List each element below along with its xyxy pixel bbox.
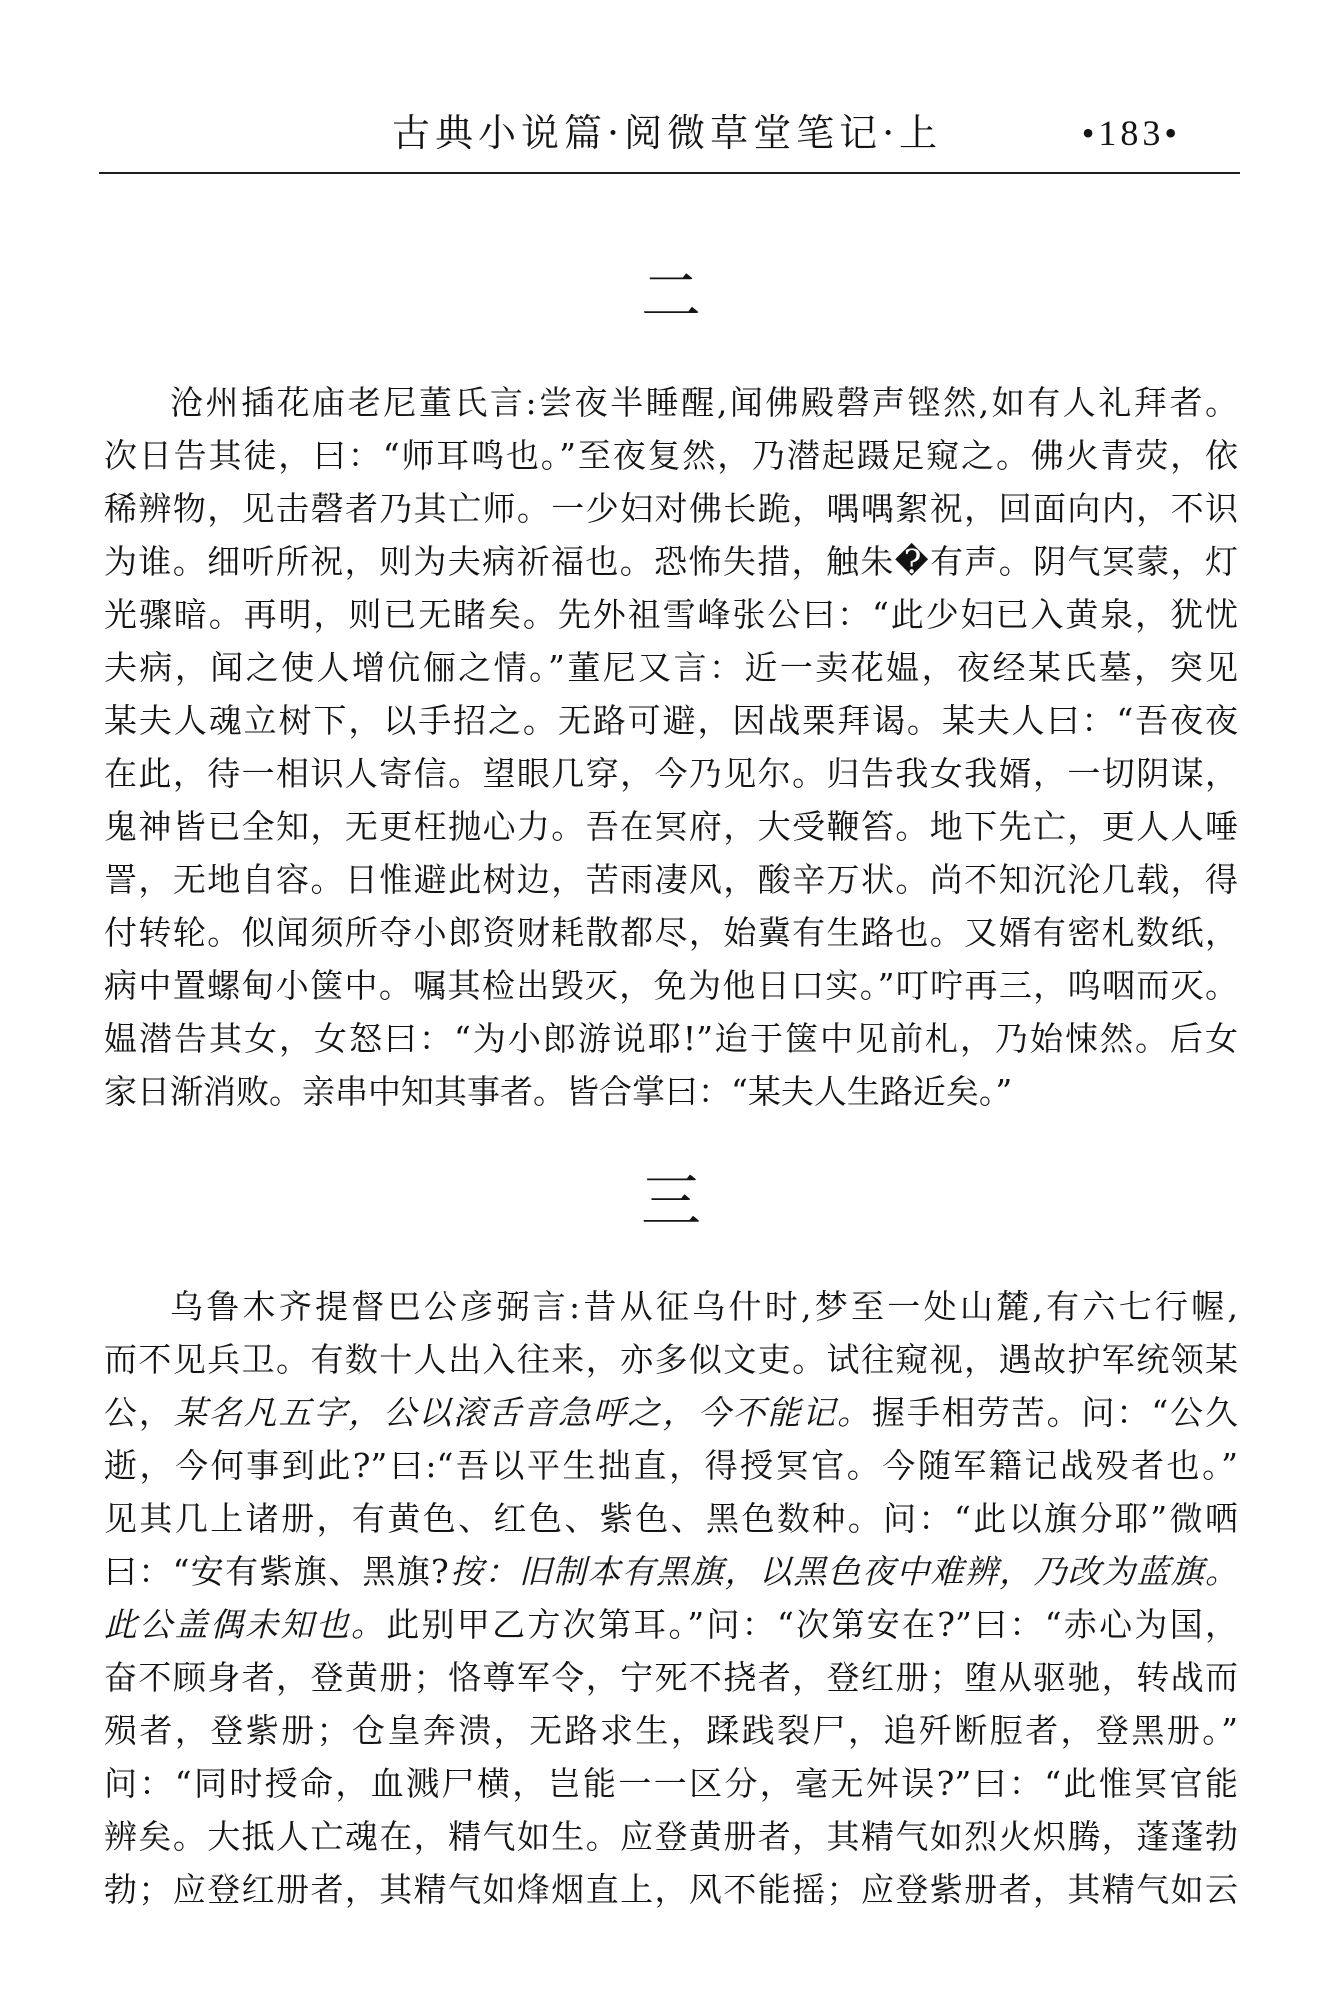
text-line: 见其几上诸册，有黄色、红色、紫色、黑色数种。问：“此以旗分耶”微哂 [104, 1499, 1238, 1538]
text-line [104, 1545, 1238, 1598]
text-line: 夫病，闻之使人增伉俪之情。”董尼又言：近一卖花媪，夜经某氏墓，突见 [104, 648, 1238, 687]
text-line: 而不见兵卫。有数十人出入往来，亦多似文吏。试往窥视，遇故护军统领某 [104, 1340, 1238, 1379]
annotation-text: 此公盖偶未知也。 [104, 1605, 387, 1644]
text-line: 次日告其徒，曰：“师耳鸣也。”至夜复然，乃潜起蹑足窥之。佛火青荧，依 [104, 436, 1238, 475]
text-line: 辨矣。大抵人亡魂在，精气如生。应登黄册者，其精气如烈火炽腾，蓬蓬勃 [104, 1817, 1238, 1856]
section-heading: 三 [641, 1167, 701, 1237]
page-number: •183• [1081, 113, 1181, 153]
text-line: 鬼神皆已全知，无更枉抛心力。吾在冥府，大受鞭笞。地下先亡，更人人唾 [104, 807, 1238, 846]
text-line: 某夫人魂立树下，以手招之。无路可避，因战栗拜谒。某夫人曰：“吾夜夜 [104, 701, 1238, 740]
text-line [104, 1598, 1238, 1651]
text-line: 沧州插花庙老尼董氏言:尝夜半睡醒,闻佛殿磬声铿然,如有人礼拜者。 [170, 383, 1238, 422]
text-line: 殒者，登紫册；仓皇奔溃，无路求生，蹂践裂尸，追歼断脰者，登黑册。” [104, 1711, 1238, 1750]
text-line: 奋不顾身者，登黄册；恪尊军令，宁死不挠者，登红册；堕从驱驰，转战而 [104, 1658, 1238, 1697]
text-line: 家日渐消败。亲串中知其事者。皆合掌曰：“某夫人生路近矣。” [104, 1072, 1013, 1111]
paragraph [104, 1280, 1238, 1916]
body-text: 此别甲乙方次第耳。”问：“次第安在?”曰：“赤心为国， [386, 1605, 1238, 1644]
body-text: 公， [104, 1393, 174, 1432]
text-line: 付转轮。似闻须所夺小郎资财耗散都尽，始冀有生路也。又婿有密札数纸， [104, 913, 1238, 952]
text-line [104, 1386, 1238, 1439]
section-heading: 二 [641, 262, 701, 332]
text-line: 稀辨物，见击磬者乃其亡师。一少妇对佛长跪，喁喁絮祝，回面向内，不识 [104, 489, 1238, 528]
text-line: 媪潜告其女，女怒曰：“为小郎游说耶!”迨于箧中见前札，乃始悚然。后女 [104, 1019, 1238, 1058]
text-line: 光骤暗。再明，则已无睹矣。先外祖雪峰张公曰：“此少妇已入黄泉，犹忧 [104, 595, 1238, 634]
annotation-text: 某名凡五字，公以滚舌音急呼之，今不能记。 [173, 1393, 873, 1432]
annotation-text: 按：旧制本有黑旗，以黑色夜中难辨，乃改为蓝旗。 [448, 1552, 1238, 1591]
text-line: 在此，待一相识人寄信。望眼几穿，今乃见尔。归告我女我婿，一切阴谋， [104, 754, 1238, 793]
text-line: 为谁。细听所祝，则为夫病祈福也。恐怖失措，触朱�有声。阴气冥蒙，灯 [104, 542, 1238, 581]
text-line: 勃；应登红册者，其精气如烽烟直上，风不能摇；应登紫册者，其精气如云 [104, 1870, 1238, 1909]
header-rule [99, 172, 1240, 174]
text-line: 詈，无地自容。日惟避此树边，苦雨凄风，酸辛万状。尚不知沉沦几载，得 [104, 860, 1238, 899]
paragraph [104, 376, 1238, 1118]
body-text: 握手相劳苦。问：“公久 [872, 1393, 1239, 1432]
text-line: 逝，今何事到此?”曰:“吾以平生拙直，得授冥官。今随军籍记战殁者也。” [104, 1446, 1238, 1485]
text-line: 问：“同时授命，血溅尸横，岂能一一区分，毫无舛误?”曰：“此惟冥官能 [104, 1764, 1238, 1803]
body-text: 曰：“安有紫旗、黑旗? [104, 1552, 449, 1591]
text-line: 乌鲁木齐提督巴公彦弼言:昔从征乌什时,梦至一处山麓,有六七行幄, [170, 1287, 1238, 1326]
text-line: 病中置螺甸小箧中。嘱其检出毁灭，免为他日口实。”叮咛再三，呜咽而灭。 [104, 966, 1238, 1005]
running-header-title: 古典小说篇·阅微草堂笔记·上 [392, 111, 943, 155]
